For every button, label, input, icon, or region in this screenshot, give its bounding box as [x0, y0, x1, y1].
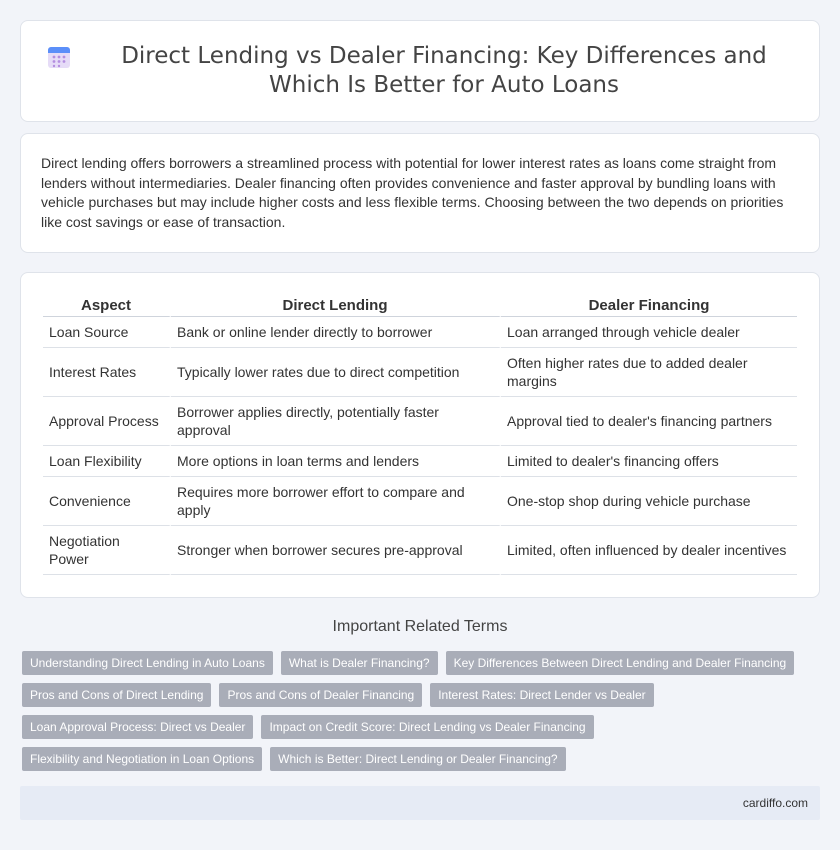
table-cell-aspect: Interest Rates — [43, 348, 171, 397]
term-tag[interactable]: What is Dealer Financing? — [281, 651, 438, 675]
comparison-table — [43, 291, 797, 575]
table-cell-aspect: Convenience — [43, 477, 171, 526]
table-row — [43, 446, 797, 477]
table-cell-direct: Borrower applies directly, potentially faster approval — [171, 397, 501, 446]
table-cell-aspect: Loan Flexibility — [43, 446, 171, 477]
related-terms-list — [22, 651, 822, 779]
table-cell-direct: Stronger when borrower secures pre-approval — [171, 526, 501, 575]
intro-paragraph: Direct lending offers borrowers a streamlined process with potential for lower interest rates as loans come straight from lenders without intermediaries. Dealer financing often provides convenience and faster approval by bundling loans with vehicle purchases but may include higher costs and less flexible terms. Choosing between the two depends on priorities like cost savings or ease of transaction. — [41, 155, 784, 230]
column-header-aspect: Aspect — [43, 291, 171, 317]
header-card — [20, 20, 820, 122]
table-cell-dealer: Approval tied to dealer's financing partners — [501, 397, 797, 446]
column-header-direct-lending: Direct Lending — [171, 291, 501, 317]
table-row — [43, 317, 797, 348]
term-tag[interactable]: Flexibility and Negotiation in Loan Options — [22, 747, 262, 771]
term-tag[interactable]: Which is Better: Direct Lending or Dealer Financing? — [270, 747, 565, 771]
term-tag[interactable]: Pros and Cons of Dealer Financing — [219, 683, 422, 707]
table-cell-direct: Typically lower rates due to direct competition — [171, 348, 501, 397]
table-cell-aspect: Loan Source — [43, 317, 171, 348]
table-cell-dealer: Limited to dealer's financing offers — [501, 446, 797, 477]
table-row — [43, 348, 797, 397]
title-wrap — [40, 18, 800, 124]
table-cell-dealer: Often higher rates due to added dealer margins — [501, 348, 797, 397]
table-header-row — [43, 291, 797, 317]
table-cell-dealer: Loan arranged through vehicle dealer — [501, 317, 797, 348]
term-tag[interactable]: Understanding Direct Lending in Auto Loans — [22, 651, 273, 675]
table-row — [43, 397, 797, 446]
calendar-icon — [46, 44, 72, 70]
table-cell-aspect: Approval Process — [43, 397, 171, 446]
term-row — [22, 651, 822, 675]
table-cell-dealer: Limited, often influenced by dealer incentives — [501, 526, 797, 575]
table-row — [43, 526, 797, 575]
table-cell-dealer: One-stop shop during vehicle purchase — [501, 477, 797, 526]
term-row — [22, 747, 822, 771]
term-tag[interactable]: Key Differences Between Direct Lending and Dealer Financing — [446, 651, 795, 675]
intro-card — [20, 133, 820, 253]
term-tag[interactable]: Interest Rates: Direct Lender vs Dealer — [430, 683, 653, 707]
term-tag[interactable]: Pros and Cons of Direct Lending — [22, 683, 211, 707]
term-row — [22, 715, 822, 739]
table-cell-aspect: Negotiation Power — [43, 526, 171, 575]
table-cell-direct: Requires more borrower effort to compare and apply — [171, 477, 501, 526]
table-cell-direct: More options in loan terms and lenders — [171, 446, 501, 477]
term-tag[interactable]: Impact on Credit Score: Direct Lending vs Dealer Financing — [261, 715, 593, 739]
table-row — [43, 477, 797, 526]
term-row — [22, 683, 822, 707]
comparison-table-card — [20, 272, 820, 598]
related-terms-title: Important Related Terms — [332, 618, 508, 635]
footer — [20, 786, 820, 820]
page-title: Direct Lending vs Dealer Financing: Key Differences and Which Is Better for Auto Loans — [121, 43, 767, 98]
footer-site-link[interactable]: cardiffo.com — [742, 796, 808, 810]
term-tag[interactable]: Loan Approval Process: Direct vs Dealer — [22, 715, 253, 739]
column-header-dealer-financing: Dealer Financing — [501, 291, 797, 317]
table-cell-direct: Bank or online lender directly to borrower — [171, 317, 501, 348]
